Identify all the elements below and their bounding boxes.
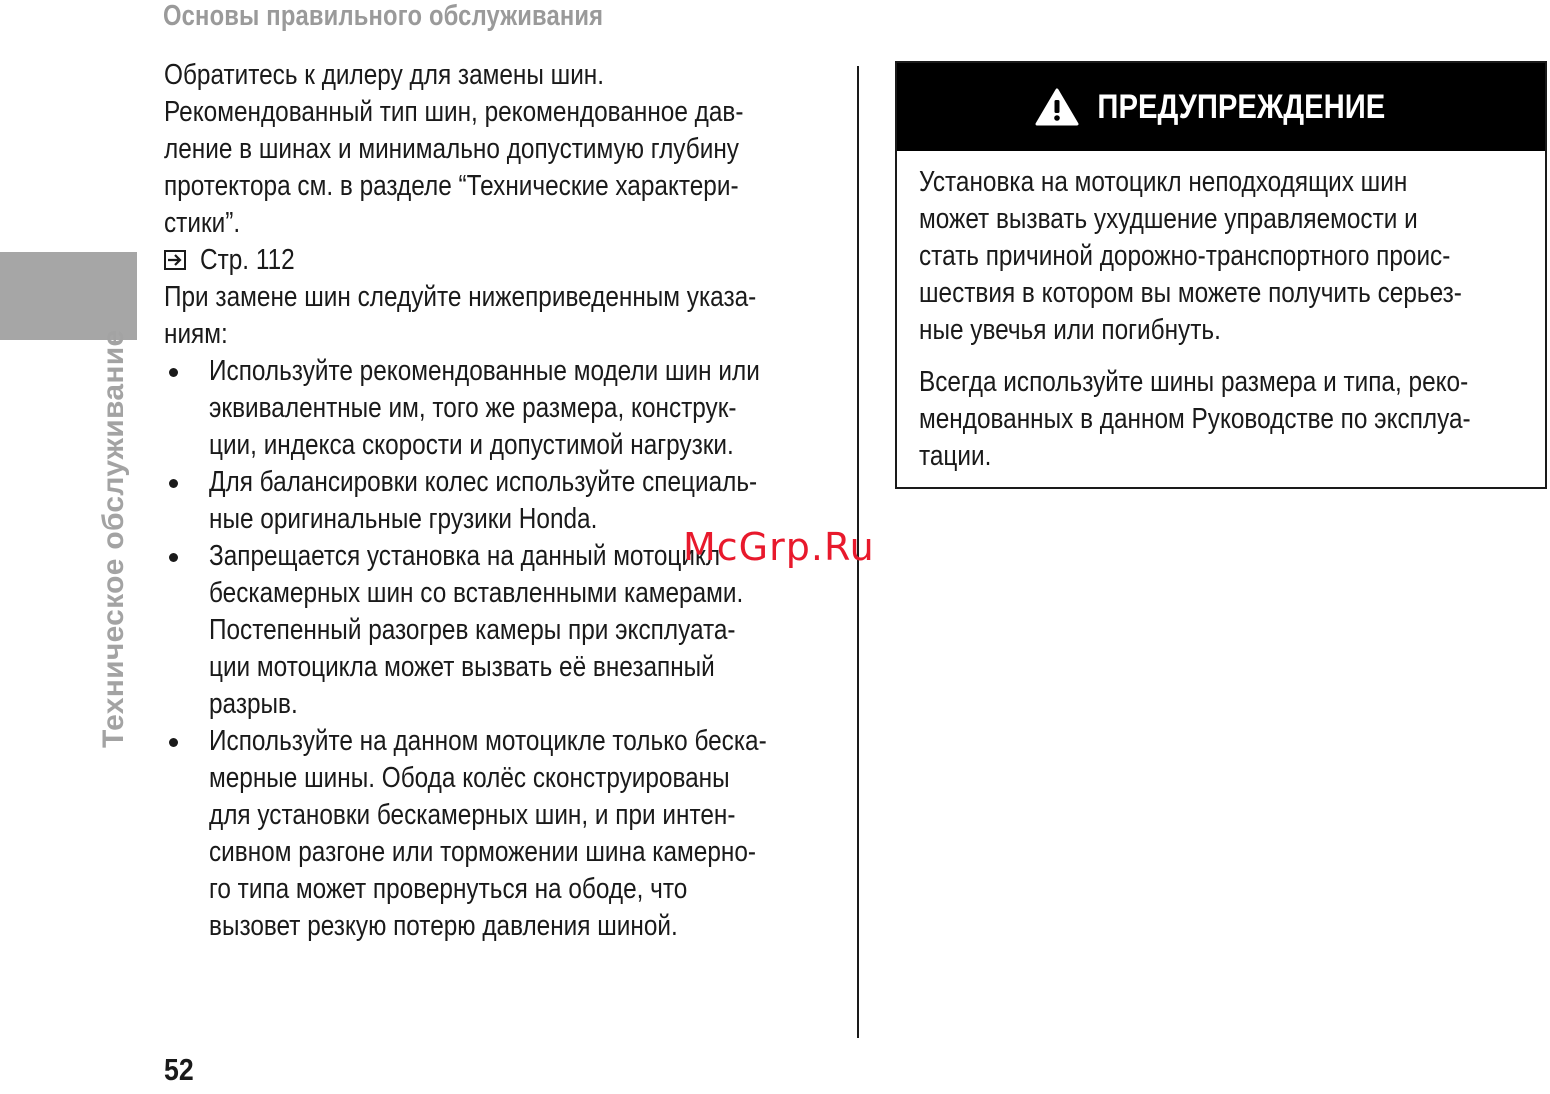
text-line: Обратитесь к дилеру для замены шин. xyxy=(164,59,605,91)
section-tab-marker xyxy=(0,252,137,340)
watermark: McGrp.Ru xyxy=(683,525,875,569)
bullet-icon xyxy=(169,368,178,377)
warning-box xyxy=(895,61,1547,489)
section-side-label: Техническое обслуживание xyxy=(97,329,130,748)
text-line: ление в шинах и минимально допустимую глубину xyxy=(164,133,739,165)
warning-title: ПРЕДУПРЕЖДЕНИЕ xyxy=(1097,87,1385,126)
warning-paragraph xyxy=(919,164,1539,349)
text-line: го типа может провернуться на ободе, что xyxy=(209,873,688,905)
text-line: шествия в котором вы можете получить серьез- xyxy=(919,277,1462,309)
text-line: Используйте на данном мотоцикле только беска- xyxy=(209,725,767,757)
page-reference xyxy=(164,242,844,279)
text-line: стать причиной дорожно-транспортного проис- xyxy=(919,240,1451,272)
text-line: ные увечья или погибнуть. xyxy=(919,314,1221,346)
text-line: может вызвать ухудшение управляемости и xyxy=(919,203,1418,235)
text-line: эквивалентные им, того же размера, конструк- xyxy=(209,392,737,424)
text-line: ниям: xyxy=(164,318,228,350)
running-header: Основы правильного обслуживания xyxy=(163,0,604,32)
text-line: Установка на мотоцикл неподходящих шин xyxy=(919,166,1408,198)
text-line: разрыв. xyxy=(209,688,298,720)
main-text-column xyxy=(164,57,844,945)
text-line: сивном разгоне или торможении шина камерно- xyxy=(209,836,756,868)
text-line: протектора см. в разделе “Технические характери- xyxy=(164,170,739,202)
bullet-icon xyxy=(169,479,178,488)
warning-header xyxy=(897,63,1545,151)
text-line: вызовет резкую потерю давления шиной. xyxy=(209,910,678,942)
warning-paragraph xyxy=(919,364,1539,475)
text-line: бескамерных шин со вставленными камерами. xyxy=(209,577,744,609)
text-line: Запрещается установка на данный мотоцикл xyxy=(209,540,721,572)
text-line: Постепенный разогрев камеры при эксплуата- xyxy=(209,614,736,646)
text-line: Всегда используйте шины размера и типа, реко- xyxy=(919,366,1469,398)
text-line: мендованных в данном Руководстве по эксплуа- xyxy=(919,403,1471,435)
text-line: ные оригинальные грузики Honda. xyxy=(209,503,598,535)
text-line: Рекомендованный тип шин, рекомендованное дав- xyxy=(164,96,744,128)
text-line: ции мотоцикла может вызвать её внезапный xyxy=(209,651,715,683)
text-line: При замене шин следуйте нижеприведенным указа- xyxy=(164,281,757,313)
bullet-item xyxy=(164,723,844,945)
text-line: стики”. xyxy=(164,207,241,239)
arrow-reference-icon xyxy=(164,250,186,270)
text-line: Для балансировки колес используйте специаль- xyxy=(209,466,758,498)
page-reference-text: Стр. 112 xyxy=(200,244,295,276)
bullet-item xyxy=(164,353,844,464)
intro-paragraph xyxy=(164,57,844,242)
page-number: 52 xyxy=(164,1052,194,1087)
bullet-icon xyxy=(169,738,178,747)
text-line: ции, индекса скорости и допустимой нагрузки. xyxy=(209,429,734,461)
instructions-paragraph xyxy=(164,279,844,353)
bullet-icon xyxy=(169,553,178,562)
warning-triangle-icon xyxy=(1034,87,1080,127)
text-line: для установки бескамерных шин, и при интен- xyxy=(209,799,736,831)
warning-body xyxy=(919,164,1539,475)
text-line: мерные шины. Обода колёс сконструированы xyxy=(209,762,730,794)
text-line: тации. xyxy=(919,440,992,472)
text-line: Используйте рекомендованные модели шин или xyxy=(209,355,760,387)
